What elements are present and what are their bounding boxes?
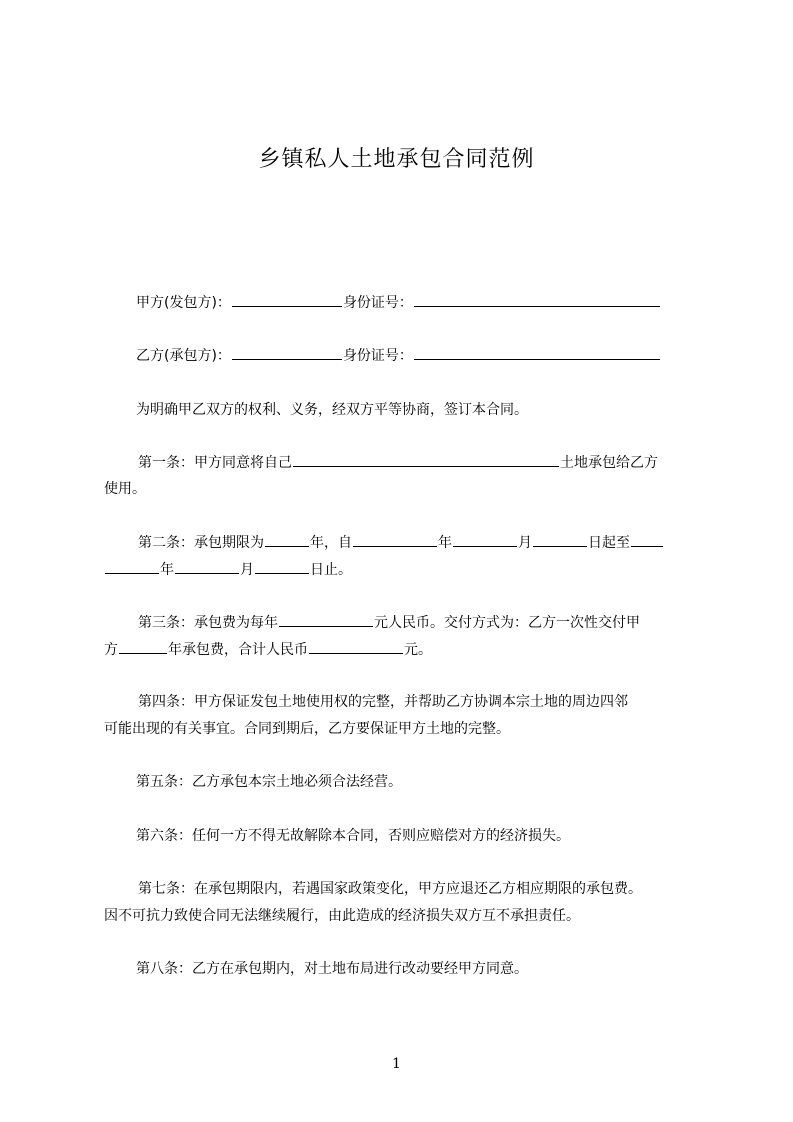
article-2-end-year-blank-a[interactable] xyxy=(631,532,663,547)
article-1-text-a: 第一条：甲方同意将自己 xyxy=(138,455,292,471)
party-b-label: 乙方(承包方)： xyxy=(136,348,231,364)
article-2-line-1 xyxy=(138,532,664,553)
article-2-start-year-blank[interactable] xyxy=(353,532,437,547)
article-2-line-2 xyxy=(104,559,352,580)
article-3-text-b: 元人民币。交付方式为：乙方一次性交付甲 xyxy=(374,615,640,631)
article-1-land-blank[interactable] xyxy=(293,452,559,467)
article-3-line-2 xyxy=(104,639,432,660)
document-title: 乡镇私人土地承包合同范例 xyxy=(258,147,535,172)
article-6: 第六条：任何一方不得无故解除本合同，否则应赔偿对方的经济损失。 xyxy=(136,828,570,844)
page-number: 1 xyxy=(392,1056,401,1072)
article-1-line-1 xyxy=(138,452,658,473)
party-b-id-label: 身份证号： xyxy=(342,348,413,364)
article-1-text-b: 土地承包给乙方 xyxy=(560,455,658,471)
article-2-end-year-blank-b[interactable] xyxy=(105,559,159,574)
article-2-start-month-blank[interactable] xyxy=(453,532,517,547)
article-7-line-2: 因不可抗力致使合同无法继续履行，由此造成的经济损失双方互不承担责任。 xyxy=(104,908,580,924)
article-3-line-1 xyxy=(138,612,640,633)
article-2-text-c: 年 xyxy=(438,535,452,551)
party-a-line xyxy=(136,292,661,313)
article-2-text-b: 年，自 xyxy=(310,535,352,551)
article-2-text-f: 年 xyxy=(160,562,174,578)
article-3-total-blank[interactable] xyxy=(309,639,403,654)
party-a-label: 甲方(发包方)： xyxy=(136,295,231,311)
article-2-end-day-blank[interactable] xyxy=(255,559,309,574)
party-a-id-blank[interactable] xyxy=(414,292,660,307)
party-b-line xyxy=(136,345,661,366)
article-2-text-e: 日起至 xyxy=(588,535,630,551)
article-4-line-2: 可能出现的有关事宜。合同到期后，乙方要保证甲方土地的完整。 xyxy=(104,721,510,737)
article-3-text-a: 第三条：承包费为每年 xyxy=(138,615,278,631)
party-a-name-blank[interactable] xyxy=(232,292,342,307)
article-1-line-2: 使用。 xyxy=(104,481,146,497)
article-2-end-month-blank[interactable] xyxy=(175,559,239,574)
article-2-text-h: 日止。 xyxy=(310,562,352,578)
article-2-text-g: 月 xyxy=(240,562,254,578)
party-a-id-label: 身份证号： xyxy=(342,295,413,311)
article-2-text-d: 月 xyxy=(518,535,532,551)
article-3-years-blank[interactable] xyxy=(119,639,167,654)
article-3-annual-fee-blank[interactable] xyxy=(279,612,373,627)
article-2-text-a: 第二条：承包期限为 xyxy=(138,535,264,551)
article-4-line-1: 第四条：甲方保证发包土地使用权的完整，并帮助乙方协调本宗土地的周边四邻 xyxy=(138,694,628,710)
article-8: 第八条：乙方在承包期内，对土地布局进行改动要经甲方同意。 xyxy=(136,961,528,977)
article-7-line-1: 第七条：在承包期限内，若遇国家政策变化，甲方应退还乙方相应期限的承包费。 xyxy=(138,881,642,897)
party-b-id-blank[interactable] xyxy=(414,345,660,360)
article-2-start-day-blank[interactable] xyxy=(533,532,587,547)
article-2-years-blank[interactable] xyxy=(265,532,309,547)
article-3-text-e: 元。 xyxy=(404,642,432,658)
article-5: 第五条：乙方承包本宗土地必须合法经营。 xyxy=(136,774,402,790)
article-3-text-d: 年承包费，合计人民币 xyxy=(168,642,308,658)
party-b-name-blank[interactable] xyxy=(232,345,342,360)
article-3-text-c: 方 xyxy=(104,642,118,658)
preamble: 为明确甲乙双方的权利、义务，经双方平等协商，签订本合同。 xyxy=(136,402,528,418)
